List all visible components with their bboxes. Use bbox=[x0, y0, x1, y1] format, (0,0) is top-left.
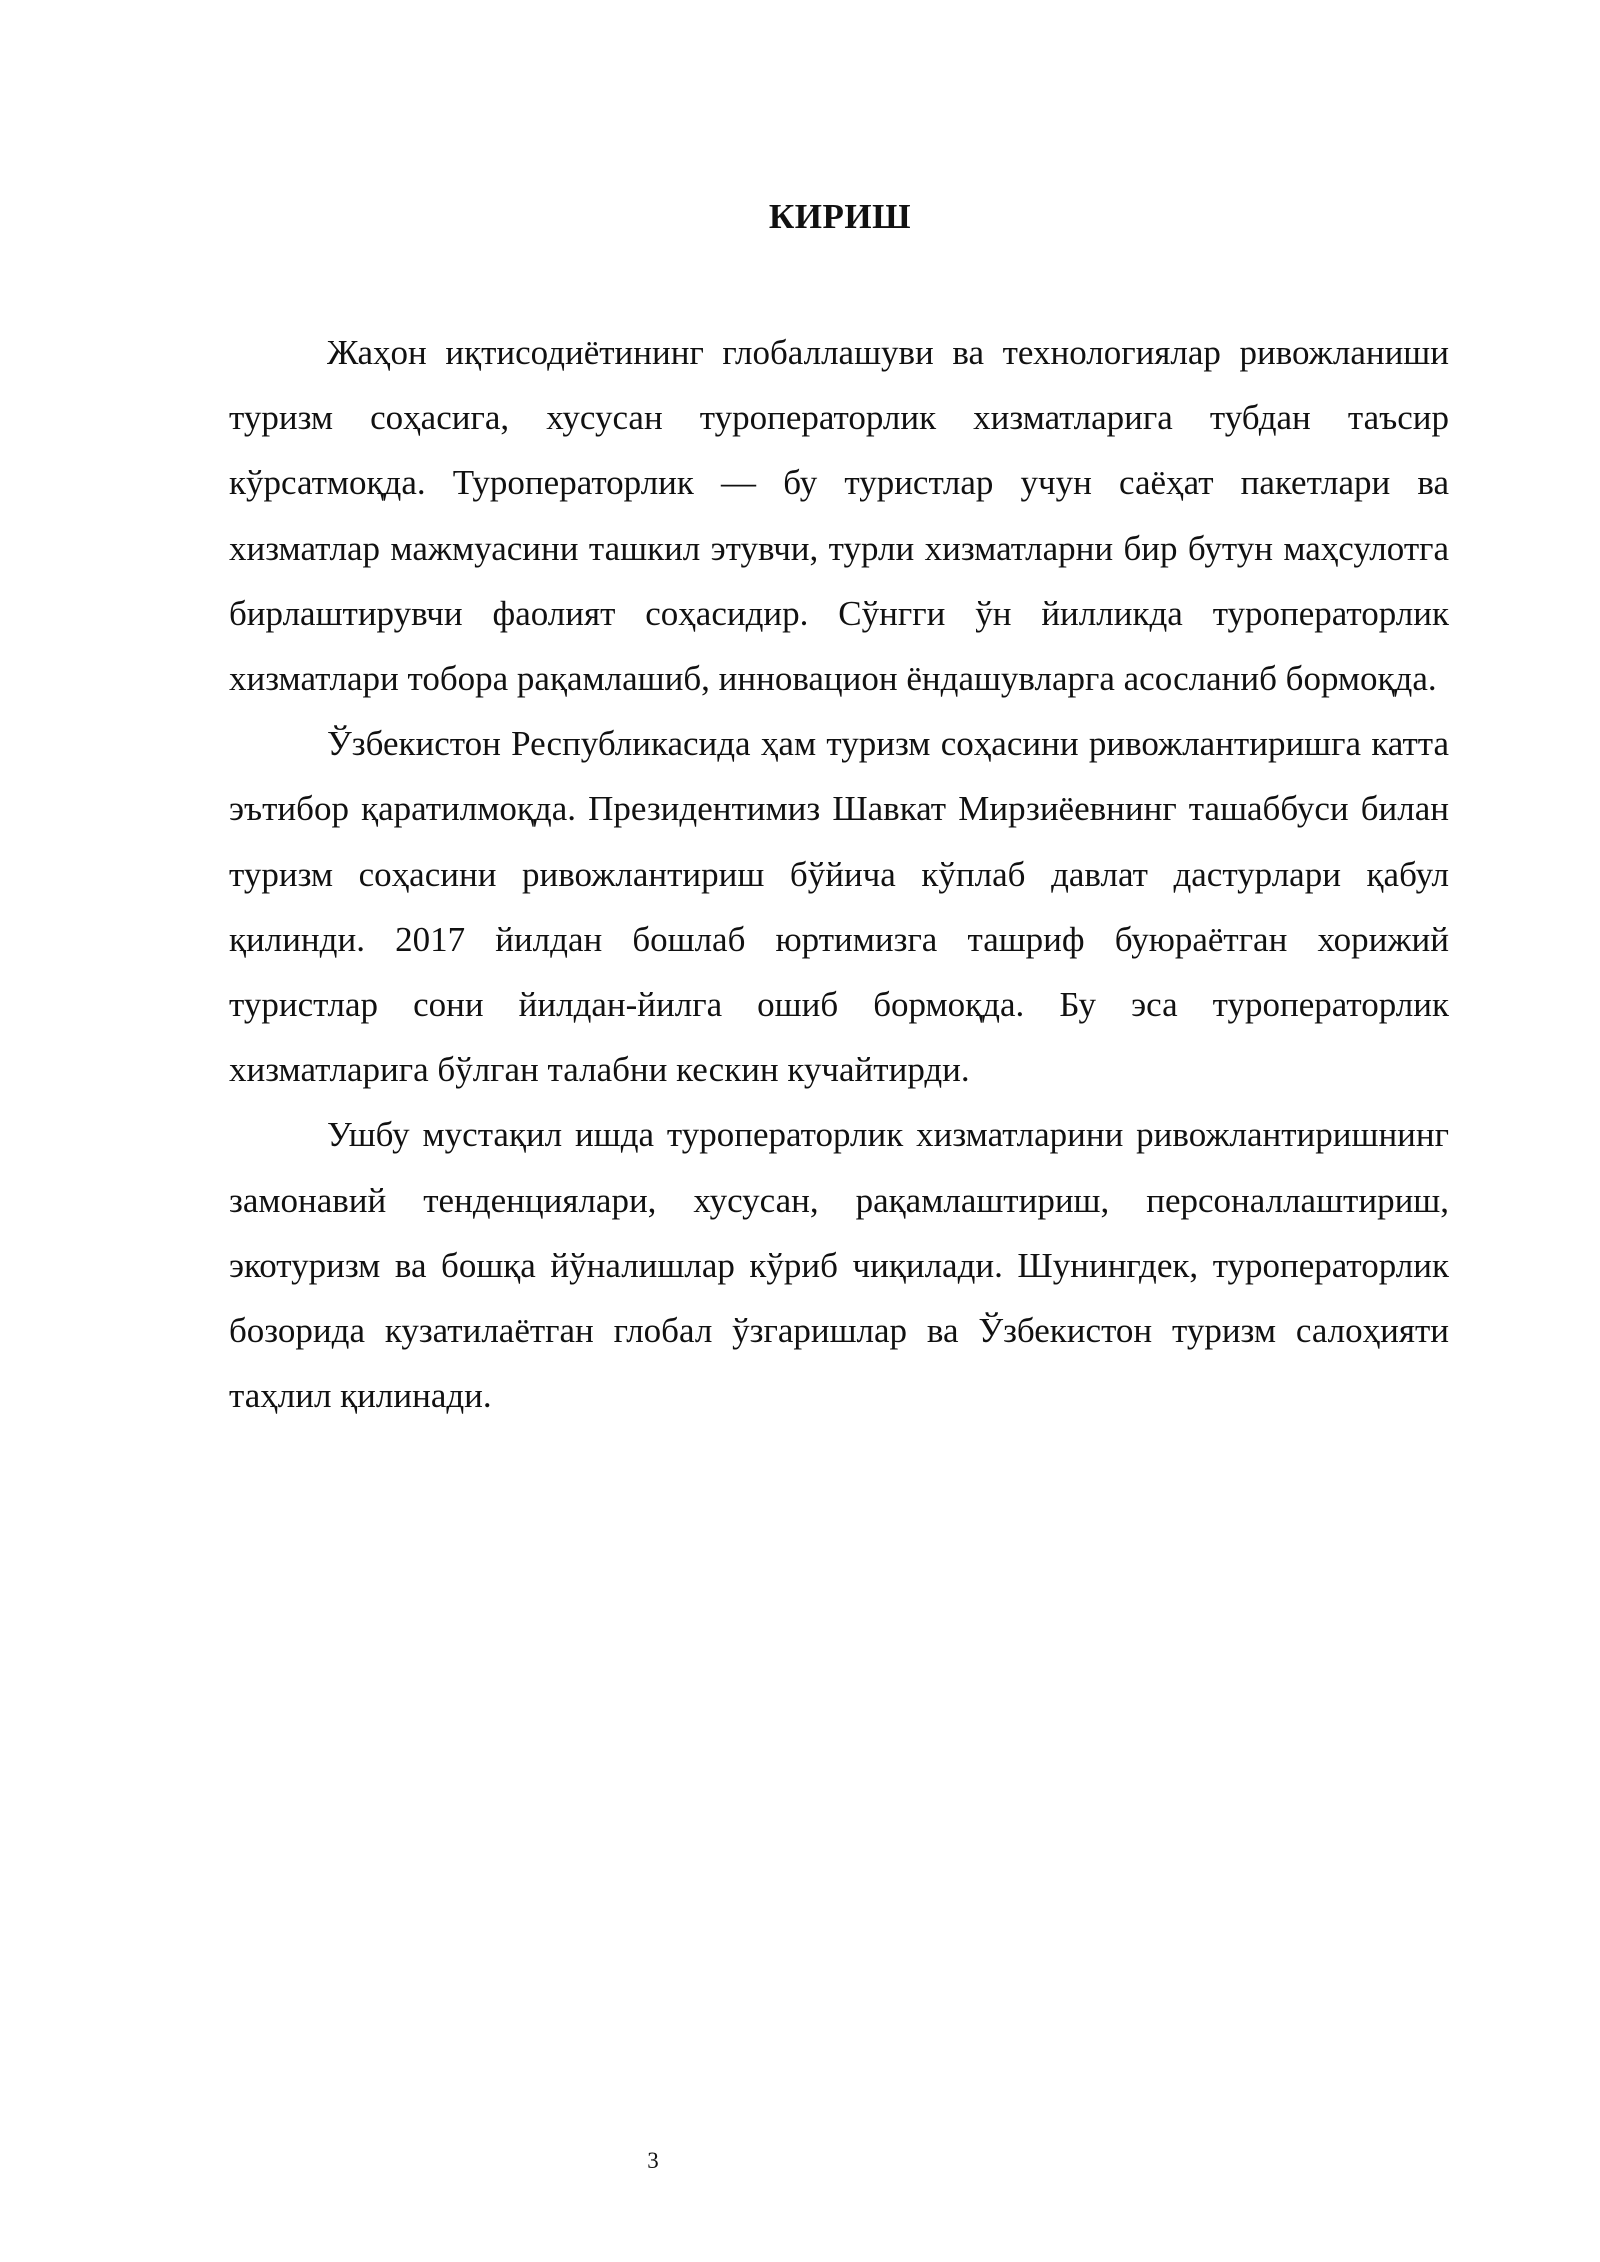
page-heading: КИРИШ bbox=[768, 197, 912, 236]
paragraph-1: Жаҳон иқтисодиётининг глобаллашуви ва технологиялар ривожланиши туризм соҳасига, хусусан туроператорлик хизматларига тубдан таъсир кўрсатмоқда. Туроператорлик — бу туристлар учун саёҳат пакетлари ва хизматлар мажмуасини ташкил этувчи, турли хизматларни бир бутун маҳсулотга бирлаштирувчи фаолият соҳасидир. Сўнгги ўн йилликда туроператорлик хизматлари тобора рақамлашиб, инновацион ёндашувларга асосланиб бормоқда. bbox=[229, 333, 1449, 699]
paragraph-3: Ушбу мустақил ишда туроператорлик хизматларини ривожлантиришнинг замонавий тенденциялари, хусусан, рақамлаштириш, персоналлаштириш, экотуризм ва бошқа йўналишлар кўриб чиқилади. Шунингдек, туроператорлик бозорида кузатилаётган глобал ўзгаришлар ва Ўзбекистон туризм салоҳияти таҳлил қилинади. bbox=[229, 1115, 1449, 1416]
page-number: 3 bbox=[647, 2148, 659, 2173]
body-text bbox=[229, 320, 1449, 1428]
paragraph-2: Ўзбекистон Республикасида ҳам туризм соҳасини ривожлантиришга катта эътибор қаратилмоқда. Президентимиз Шавкат Мирзиёевнинг ташаббуси билан туризм соҳасини ривожлантириш бўйича кўплаб давлат дастурлари қабул қилинди. 2017 йилдан бошлаб юртимизга ташриф буюраётган хорижий туристлар сони йилдан-йилга ошиб бормоқда. Бу эса туроператорлик хизматларига бўлган талабни кескин кучайтирди. bbox=[229, 724, 1449, 1090]
